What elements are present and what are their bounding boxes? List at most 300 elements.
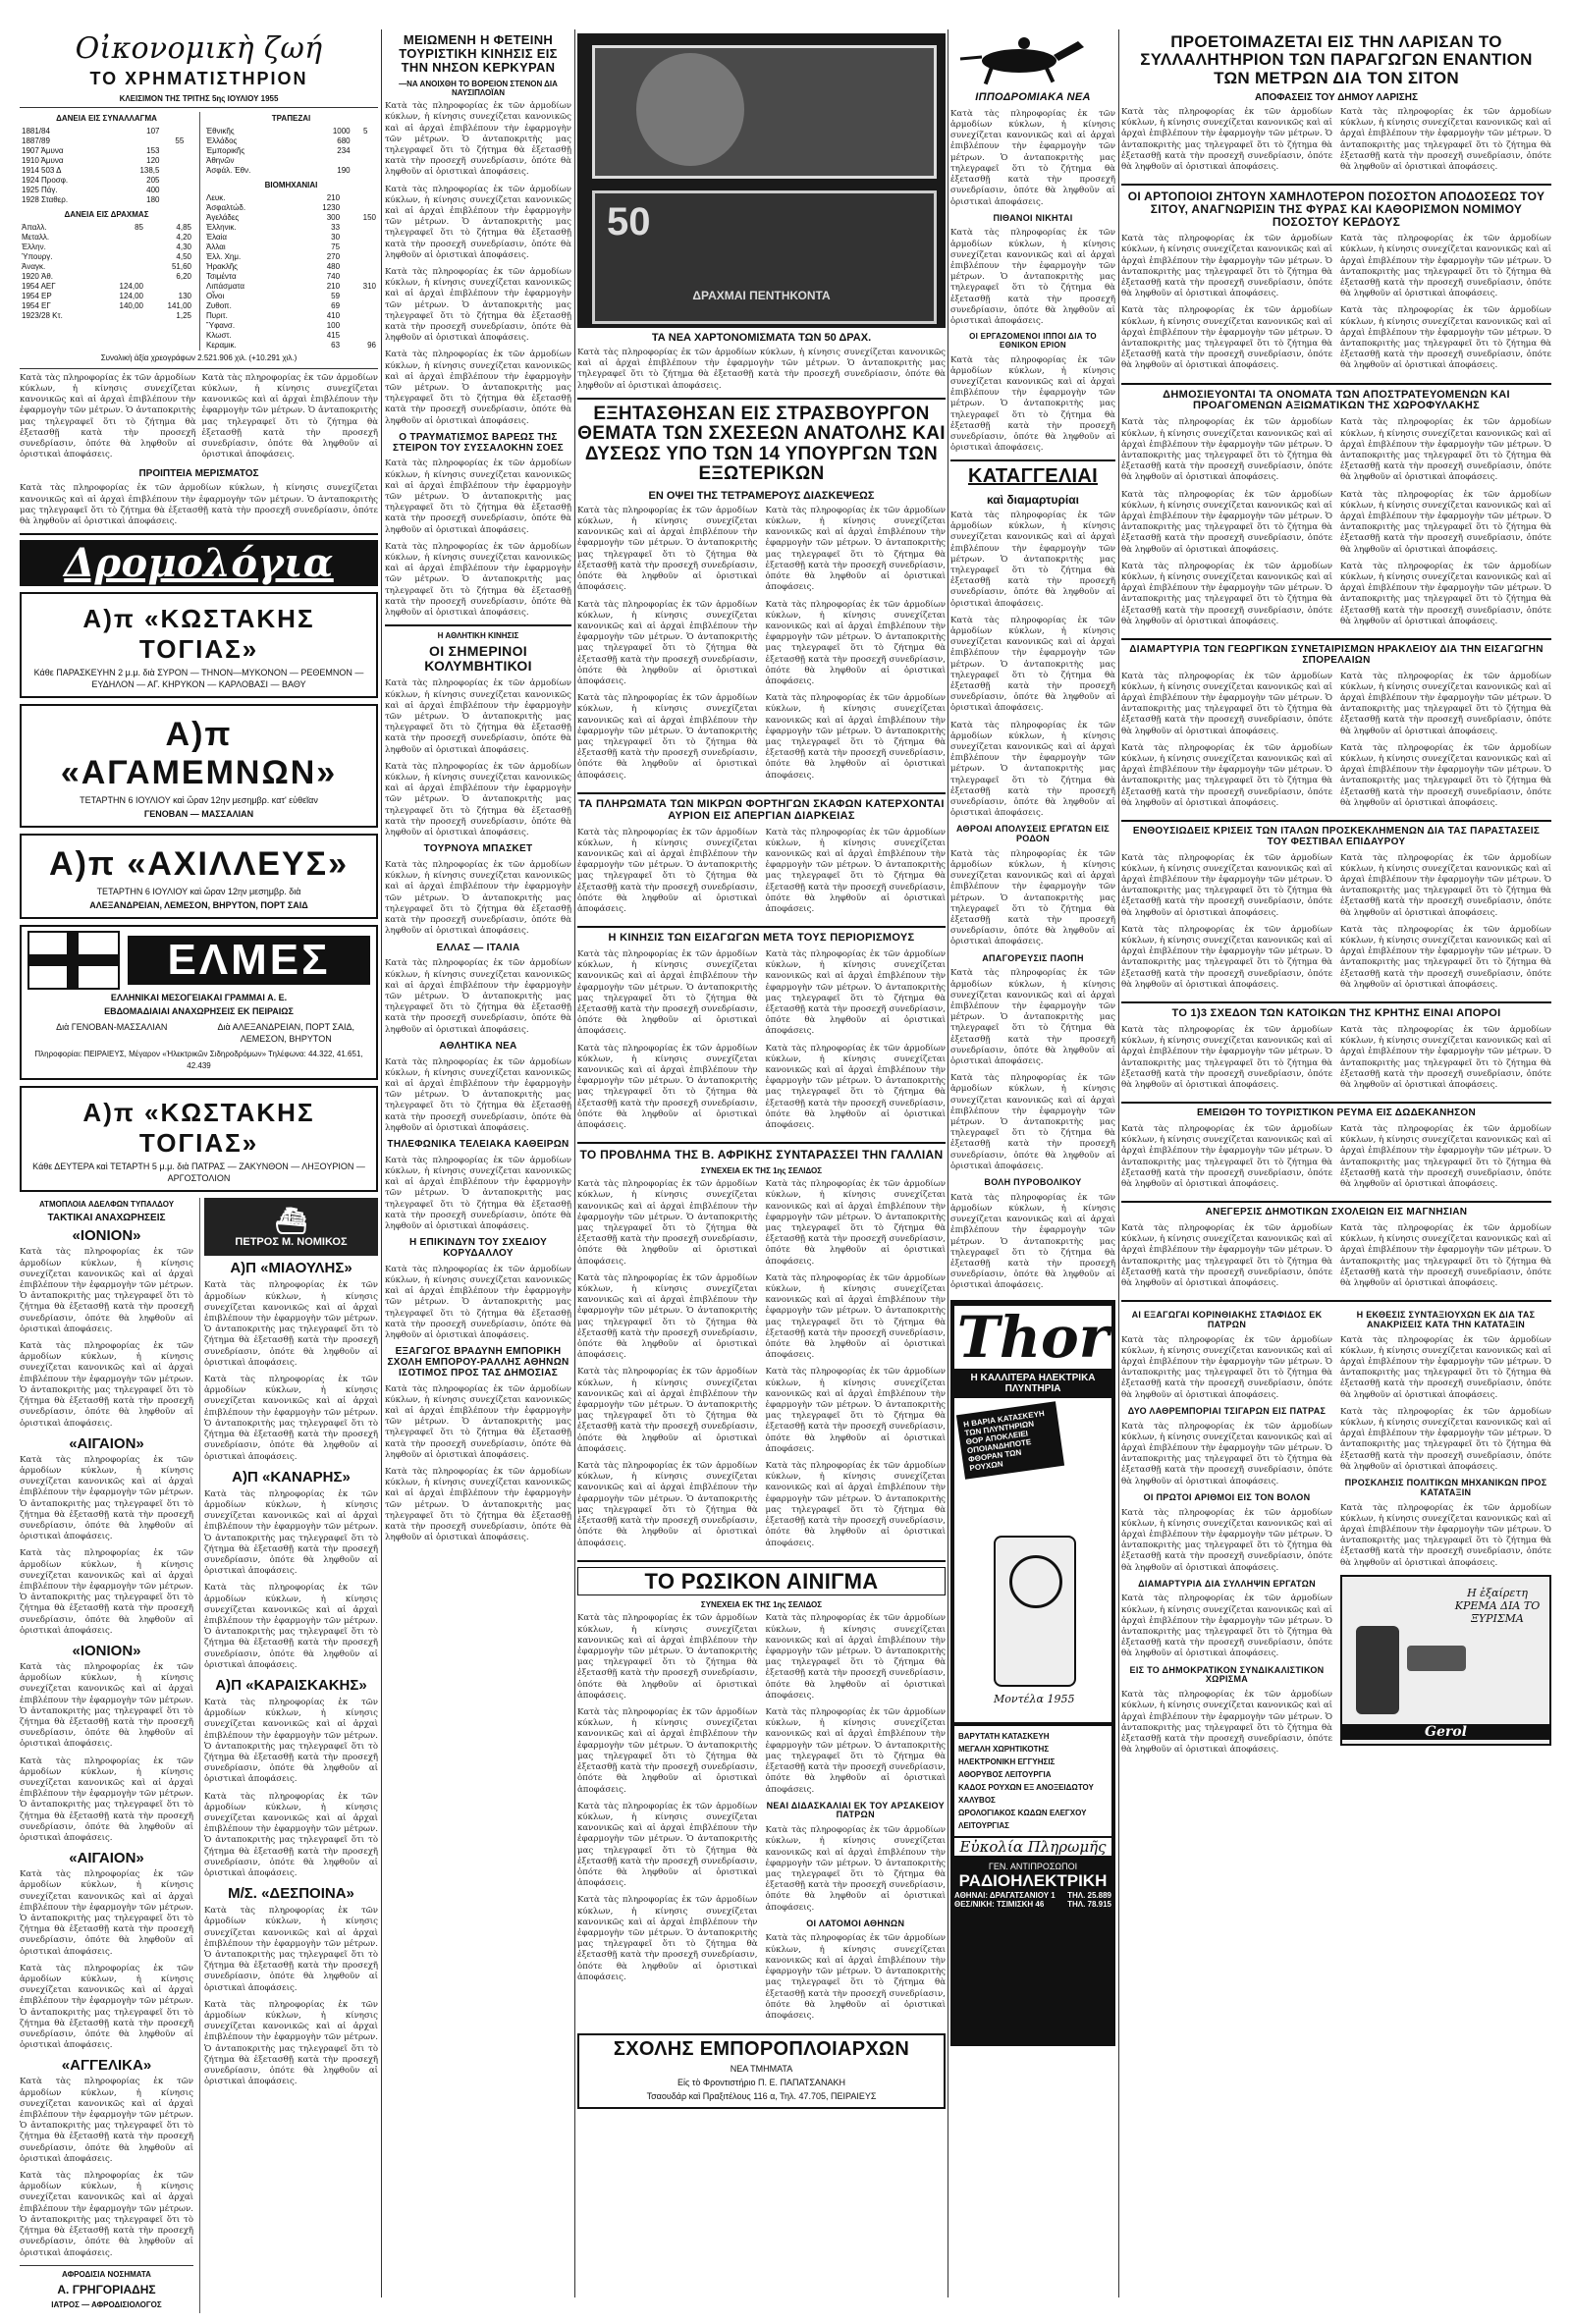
ship4-route: Κάθε ΔΕΥΤΕΡΑ καὶ ΤΕΤΑΡΤΗ 5 μ.μ. διὰ ΠΑΤΡΑΣ — ΖΑΚΥΝΘΟΝ — ΛΗΞΟΥΡΙΟΝ — ΑΡΓΟΣΤΟΛΙΟΝ — [32, 1162, 365, 1184]
drachma-table — [20, 223, 193, 321]
table-cell: 210 — [326, 192, 341, 202]
table-cell — [342, 292, 378, 301]
table-cell: Ἑλλάδος — [206, 135, 238, 145]
list-item: Α)Π «ΜΙΑΟΥΛΗΣ» — [230, 1260, 352, 1277]
article-text: Κατὰ τὰς πληροφορίας ἐκ τῶν ἁρμοδίων κύκλων, ἡ κίνησις συνεχίζεται κανονικῶς καὶ αἱ ἀρχαὶ ἐπιβλέπουν τὴν ἐφαρμογὴν τῶν μέτρων. Ὁ ἀνταποκριτὴς μας τηλεγραφεῖ ὅτι τὸ ζήτημα θὰ ἐξετασθῇ κατὰ τὴν προσεχῆ συνεδρίασιν, ὁπότε θὰ ληφθοῦν αἱ ὁριστικαὶ ἀποφάσεις. — [765, 693, 946, 781]
table-cell: Ἐλλ. Χημ. — [206, 251, 242, 261]
article-text: Κατὰ τὰς πληροφορίας ἐκ τῶν ἁρμοδίων κύκλων, ἡ κίνησις συνεχίζεται κανονικῶς καὶ αἱ ἀρχαὶ ἐπιβλέπουν τὴν ἐφαρμογὴν τῶν μέτρων. Ὁ ἀνταποκριτὴς μας τηλεγραφεῖ ὅτι τὸ ζήτημα θὰ ἐξετασθῇ κατὰ τὴν προσεχῆ συνεδρίασιν, ὁπότε θὰ ληφθοῦν αἱ ὁριστικαὶ ἀποφάσεις. — [385, 678, 571, 755]
article-text: Κατὰ τὰς πληροφορίας ἐκ τῶν ἁρμοδίων κύκλων, ἡ κίνησις συνεχίζεται κανονικῶς καὶ αἱ ἀρχαὶ ἐπιβλέπουν τὴν ἐφαρμογὴν τῶν μέτρων. Ὁ ἀνταποκριτὴς μας τηλεγραφεῖ ὅτι τὸ ζήτημα θὰ ἐξετασθῇ κατὰ τὴν προσεχῆ συνεδρίασιν, ὁπότε θὰ ληφθοῦν αἱ ὁριστικαὶ ἀποφάσεις. — [385, 101, 571, 178]
article-text: Κατὰ τὰς πληροφορίας ἐκ τῶν ἁρμοδίων κύκλων, ἡ κίνησις συνεχίζεται κανονικῶς καὶ αἱ ἀρχαὶ ἐπιβλέπουν τὴν ἐφαρμογὴν τῶν μέτρων. Ὁ ἀνταποκριτὴς μας τηλεγραφεῖ ὅτι τὸ ζήτημα θὰ ἐξετασθῇ κατὰ τὴν προσεχῆ συνεδρίασιν, ὁπότε θὰ ληφθοῦν αἱ ὁριστικαὶ ἀποφάσεις. — [385, 266, 571, 344]
table-cell: Ἀπαλλ. — [22, 222, 47, 232]
ban-headline: ΑΠΑΓΟΡΕΥΣΙΣ ΠΑΟΠΗ — [982, 952, 1084, 963]
festival-headline: ΕΝΘΟΥΣΙΩΔΕΙΣ ΚΡΙΣΕΙΣ ΤΩΝ ΙΤΑΛΩΝ ΠΡΟΣΚΕΚΛΗΜΕΝΩΝ ΔΙΑ ΤΑΣ ΠΑΡΑΣΤΑΣΕΙΣ ΤΟΥ ΦΕΣΤΙΒΑΛ ΕΠΙΔΑΥΡΟΥ — [1132, 826, 1541, 847]
article-text: Κατὰ τὰς πληροφορίας ἐκ τῶν ἁρμοδίων κύκλων, ἡ κίνησις συνεχίζεται κανονικῶς καὶ αἱ ἀρχαὶ ἐπιβλέπουν τὴν ἐφαρμογὴν τῶν μέτρων. Ὁ ἀνταποκριτὴς μας τηλεγραφεῖ ὅτι τὸ ζήτημα θὰ ἐξετασθῇ κατὰ τὴν προσεχῆ συνεδρίασιν, ὁπότε θὰ ληφθοῦν αἱ ὁριστικαὶ ἀποφάσεις. — [1340, 1222, 1551, 1288]
table-row — [20, 233, 193, 243]
russian-sub: ΣΥΝΕΧΕΙΑ ΕΚ ΤΗΣ 1ης ΣΕΛΙΔΟΣ — [700, 1600, 823, 1610]
artillery-headline: ΒΟΛΗ ΠΥΡΟΒΟΛΙΚΟΥ — [984, 1177, 1082, 1188]
table-cell — [342, 193, 378, 203]
article-text: Κατὰ τὰς πληροφορίας ἐκ τῶν ἁρμοδίων κύκλων, ἡ κίνησις συνεχίζεται κανονικῶς καὶ αἱ ἀρχαὶ ἐπιβλέπουν τὴν ἐφαρμογὴν τῶν μέτρων. Ὁ ἀνταποκριτὴς μας τηλεγραφεῖ ὅτι τὸ ζήτημα θὰ ἐξετασθῇ κατὰ τὴν προσεχῆ συνεδρίασιν, ὁπότε θὰ ληφθοῦν αἱ ὁριστικαὶ ἀποφάσεις. — [204, 1280, 378, 1368]
article-text: Κατὰ τὰς πληροφορίας ἐκ τῶν ἁρμοδίων κύκλων, ἡ κίνησις συνεχίζεται κανονικῶς καὶ αἱ ἀρχαὶ ἐπιβλέπουν τὴν ἐφαρμογὴν τῶν μέτρων. Ὁ ἀνταποκριτὴς μας τηλεγραφεῖ ὅτι τὸ ζήτημα θὰ ἐξετασθῇ κατὰ τὴν προσεχῆ συνεδρίασιν, ὁπότε θὰ ληφθοῦν αἱ ὁριστικαὶ ἀποφάσεις. — [1121, 417, 1332, 483]
gerol-ad — [1340, 1575, 1551, 1746]
industries-title: ΒΙΟΜΗΧΑΝΙΑΙ — [264, 180, 318, 189]
table-cell: 75 — [331, 242, 341, 251]
table-row — [204, 136, 378, 146]
elmes-sub: ΕΒΔΟΜΑΔΙΑΙΑΙ ΑΝΑΧΩΡΗΣΕΙΣ ΕΚ ΠΕΙΡΑΙΩΣ — [104, 1006, 294, 1017]
table-cell: 410 — [326, 310, 341, 320]
table-cell — [352, 146, 370, 156]
article-text: Κατὰ τὰς πληροφορίας ἐκ τῶν ἁρμοδίων κύκλων, ἡ κίνησις συνεχίζεται κανονικῶς καὶ αἱ ἀρχαὶ ἐπιβλέπουν τὴν ἐφαρμογὴν τῶν μέτρων. Ὁ ἀνταποκριτὴς μας τηλεγραφεῖ ὅτι τὸ ζήτημα θὰ ἐξετασθῇ κατὰ τὴν προσεχῆ συνεδρίασιν, ὁπότε θὰ ληφθοῦν αἱ ὁριστικαὶ ἀποφάσεις. — [577, 1179, 758, 1267]
school-ad — [577, 2033, 946, 2109]
article-text: Κατὰ τὰς πληροφορίας ἐκ τῶν ἁρμοδίων κύκλων, ἡ κίνησις συνεχίζεται κανονικῶς καὶ αἱ ἀρχαὶ ἐπιβλέπουν τὴν ἐφαρμογὴν τῶν μέτρων. Ὁ ἀνταποκριτὴς μας τηλεγραφεῖ ὅτι τὸ ζήτημα θὰ ἐξετασθῇ κατὰ τὴν προσεχῆ συνεδρίασιν, ὁπότε θὰ ληφθοῦν αἱ ὁριστικαὶ ἀποφάσεις. — [1121, 1222, 1332, 1288]
table-cell: Κεραμικ. — [206, 340, 237, 350]
article-text: Κατὰ τὰς πληροφορίας ἐκ τῶν ἁρμοδίων κύκλων, ἡ κίνησις συνεχίζεται κανονικῶς καὶ αἱ ἀρχαὶ ἐπιβλέπουν τὴν ἐφαρμογὴν τῶν μέτρων. Ὁ ἀνταποκριτὴς μας τηλεγραφεῖ ὅτι τὸ ζήτημα θὰ ἐξετασθῇ κατὰ τὴν προσεχῆ συνεδρίασιν, ὁπότε θὰ ληφθοῦν αἱ ὁριστικαὶ ἀποφάσεις. — [20, 1247, 193, 1334]
article-text: Κατὰ τὰς πληροφορίας ἐκ τῶν ἁρμοδίων κύκλων, ἡ κίνησις συνεχίζεται κανονικῶς καὶ αἱ ἀρχαὶ ἐπιβλέπουν τὴν ἐφαρμογὴν τῶν μέτρων. Ὁ ἀνταποκριτὴς μας τηλεγραφεῖ ὅτι τὸ ζήτημα θὰ ἐξετασθῇ κατὰ τὴν προσεχῆ συνεδρίασιν, ὁπότε θὰ ληφθοῦν αἱ ὁριστικαὶ ἀποφάσεις. — [1121, 742, 1332, 808]
article-text: Κατὰ τὰς πληροφορίας ἐκ τῶν ἁρμοδίων κύκλων, ἡ κίνησις συνεχίζεται κανονικῶς καὶ αἱ ἀρχαὶ ἐπιβλέπουν τὴν ἐφαρμογὴν τῶν μέτρων. Ὁ ἀνταποκριτὴς μας τηλεγραφεῖ ὅτι τὸ ζήτημα θὰ ἐξετασθῇ κατὰ τὴν προσεχῆ συνεδρίασιν, ὁπότε θὰ ληφθοῦν αἱ ὁριστικαὶ ἀποφάσεις. — [950, 228, 1115, 327]
table-cell: 150 — [362, 212, 376, 222]
table-row — [20, 166, 193, 176]
article-text: Κατὰ τὰς πληροφορίας ἐκ τῶν ἁρμοδίων κύκλων, ἡ κίνησις συνεχίζεται κανονικῶς καὶ αἱ ἀρχαὶ ἐπιβλέπουν τὴν ἐφαρμογὴν τῶν μέτρων. Ὁ ἀνταποκριτὴς μας τηλεγραφεῖ ὅτι τὸ ζήτημα θὰ ἐξετασθῇ κατὰ τὴν προσεχῆ συνεδρίασιν, ὁπότε θὰ ληφθοῦν αἱ ὁριστικαὶ ἀποφάσεις. — [950, 108, 1115, 207]
elmes-ad — [20, 925, 378, 1080]
table-cell: 1000 — [332, 126, 351, 135]
table-row — [204, 282, 378, 292]
quarry-headline: ΟΙ ΛΑΤΟΜΟΙ ΑΘΗΝΩΝ — [806, 1918, 905, 1928]
table-cell: 310 — [362, 281, 376, 291]
table-row — [204, 213, 378, 223]
table-cell — [97, 272, 145, 282]
table-cell: Λιπάσματα — [206, 281, 244, 291]
ship3-name: Α)π «ΑΧΙΛΛΕΥΣ» — [49, 845, 349, 884]
schedules-title: Δρομολόγια — [20, 540, 378, 586]
table-row — [204, 203, 378, 213]
article-text: Κατὰ τὰς πληροφορίας ἐκ τῶν ἁρμοδίων κύκλων, ἡ κίνησις συνεχίζεται κανονικῶς καὶ αἱ ἀρχαὶ ἐπιβλέπουν τὴν ἐφαρμογὴν τῶν μέτρων. Ὁ ἀνταποκριτὴς μας τηλεγραφεῖ ὅτι τὸ ζήτημα θὰ ἐξετασθῇ κατὰ τὴν προσεχῆ συνεδρίασιν, ὁπότε θὰ ληφθοῦν αἱ ὁριστικαὶ ἀποφάσεις. — [1121, 1421, 1332, 1486]
doctor-title: ΑΦΡΟΔΙΣΙΑ ΝΟΣΗΜΑΤΑ — [62, 2269, 151, 2279]
article-text: Κατὰ τὰς πληροφορίας ἐκ τῶν ἁρμοδίων κύκλων, ἡ κίνησις συνεχίζεται κανονικῶς καὶ αἱ ἀρχαὶ ἐπιβλέπουν τὴν ἐφαρμογὴν τῶν μέτρων. Ὁ ἀνταποκριτὴς μας τηλεγραφεῖ ὅτι τὸ ζήτημα θὰ ἐξετασθῇ κατὰ τὴν προσεχῆ συνεδρίασιν, ὁπότε θὰ ληφθοῦν αἱ ὁριστικαὶ ἀποφάσεις. — [950, 720, 1115, 819]
table-row — [204, 262, 378, 272]
article-text: Κατὰ τὰς πληροφορίας ἐκ τῶν ἁρμοδίων κύκλων, ἡ κίνησις συνεχίζεται κανονικῶς καὶ αἱ ἀρχαὶ ἐπιβλέπουν τὴν ἐφαρμογὴν τῶν μέτρων. Ὁ ἀνταποκριτὴς μας τηλεγραφεῖ ὅτι τὸ ζήτημα θὰ ἐξετασθῇ κατὰ τὴν προσεχῆ συνεδρίασιν, ὁπότε θὰ ληφθοῦν αἱ ὁριστικαὶ ἀποφάσεις. — [20, 1341, 193, 1429]
ship2-name: Α)π «ΑΓΑΜΕΜΝΩΝ» — [60, 716, 338, 792]
article-text: Κατὰ τὰς πληροφορίας ἐκ τῶν ἁρμοδίων κύκλων, ἡ κίνησις συνεχίζεται κανονικῶς καὶ αἱ ἀρχαὶ ἐπιβλέπουν τὴν ἐφαρμογὴν τῶν μέτρων. Ὁ ἀνταποκριτὴς μας τηλεγραφεῖ ὅτι τὸ ζήτημα θὰ ἐξετασθῇ κατὰ τὴν προσεχῆ συνεδρίασιν, ὁπότε θὰ ληφθοῦν αἱ ὁριστικαὶ ἀποφάσεις. — [385, 1383, 571, 1460]
table-cell: 59 — [331, 291, 341, 300]
table-cell: 33 — [331, 222, 341, 232]
article-text: Κατὰ τὰς πληροφορίας ἐκ τῶν ἁρμοδίων κύκλων, ἡ κίνησις συνεχίζεται κανονικῶς καὶ αἱ ἀρχαὶ ἐπιβλέπουν τὴν ἐφαρμογὴν τῶν μέτρων. Ὁ ἀνταποκριτὴς μας τηλεγραφεῖ ὅτι τὸ ζήτημα θὰ ἐξετασθῇ κατὰ τὴν προσεχῆ συνεδρίασιν, ὁπότε θὰ ληφθοῦν αἱ ὁριστικαὶ ἀποφάσεις. — [765, 599, 946, 686]
africa-headline: ΤΟ ΠΡΟΒΛΗΜΑ ΤΗΣ Β. ΑΦΡΙΚΗΣ ΣΥΝΤΑΡΑΣΣΕΙ ΤΗΝ ΓΑΛΛΙΑΝ — [579, 1148, 944, 1162]
thor-addr2: ΘΕΣ/ΝΙΚΗ: ΤΣΙΜΙΣΚΗ 46 — [954, 1899, 1045, 1909]
lines-list — [20, 1227, 193, 2258]
table-cell — [370, 166, 379, 176]
summary-line: Συνολικὴ ἀξία χρεογράφων 2.521.906 χιλ. (+10.291 χιλ.) — [100, 352, 298, 362]
list-item: ΒΑΡΥΤΑΤΗ ΚΑΤΑΣΚΕΥΗ — [958, 1731, 1050, 1741]
horses-headline: ΟΙ ΕΡΓΑΖΟΜΕΝΟΙ ΙΠΠΟΙ ΔΙΑ ΤΟ ΕΘΝΙΚΟΝ ΕΡΙΟΝ — [969, 332, 1097, 350]
table-cell: 51,60 — [171, 261, 191, 271]
article-text: Κατὰ τὰς πληροφορίας ἐκ τῶν ἁρμοδίων κύκλων, ἡ κίνησις συνεχίζεται κανονικῶς καὶ αἱ ἀρχαὶ ἐπιβλέπουν τὴν ἐφαρμογὴν τῶν μέτρων. Ὁ ἀνταποκριτὴς μας τηλεγραφεῖ ὅτι τὸ ζήτημα θὰ ἐξετασθῇ κατὰ τὴν προσεχῆ συνεδρίασιν, ὁπότε θὰ ληφθοῦν αἱ ὁριστικαὶ ἀποφάσεις. — [577, 599, 758, 686]
exchange-sub: ΚΛΕΙΣΙΜΟΝ ΤΗΣ ΤΡΙΤΗΣ 5ης ΙΟΥΛΙΟΥ 1955 — [119, 93, 279, 103]
thor-addr1: ΑΘΗΝΑΙ: ΔΡΑΓΑΤΣΑΝΙΟΥ 1 — [954, 1890, 1056, 1900]
gerol-ad-text: Η ἐξαίρετη ΚΡΕΜΑ ΔΙΑ ΤΟ ΞΥΡΙΣΜΑ — [1454, 1586, 1541, 1625]
table-cell — [342, 272, 378, 282]
table-row — [20, 311, 193, 321]
article-text: Κατὰ τὰς πληροφορίας ἐκ τῶν ἁρμοδίων κύκλων, ἡ κίνησις συνεχίζεται κανονικῶς καὶ αἱ ἀρχαὶ ἐπιβλέπουν τὴν ἐφαρμογὴν τῶν μέτρων. Ὁ ἀνταποκριτὴς μας τηλεγραφεῖ ὅτι τὸ ζήτημα θὰ ἐξετασθῇ κατὰ τὴν προσεχῆ συνεδρίασιν, ὁπότε θὰ ληφθοῦν αἱ ὁριστικαὶ ἀποφάσεις. — [204, 1375, 378, 1462]
article-text: Κατὰ τὰς πληροφορίας ἐκ τῶν ἁρμοδίων κύκλων, ἡ κίνησις συνεχίζεται κανονικῶς καὶ αἱ ἀρχαὶ ἐπιβλέπουν τὴν ἐφαρμογὴν τῶν μέτρων. Ὁ ἀνταποκριτὴς μας τηλεγραφεῖ ὅτι τὸ ζήτημα θὰ ἐξετασθῇ κατὰ τὴν προσεχῆ συνεδρίασιν, ὁπότε θὰ ληφθοῦν αἱ ὁριστικαὶ ἀποφάσεις. — [950, 1073, 1115, 1171]
ship-ad-1 — [20, 592, 378, 698]
table-row — [20, 195, 193, 205]
table-cell: 69 — [331, 300, 341, 310]
table-cell: 1910 Άμυνα — [22, 155, 64, 165]
drachma-loans-title: ΔΑΝΕΙΑ ΕΙΣ ΔΡΑΧΜΑΣ — [64, 209, 149, 219]
article-text: Κατὰ τὰς πληροφορίας ἐκ τῶν ἁρμοδίων κύκλων, ἡ κίνησις συνεχίζεται κανονικῶς καὶ αἱ ἀρχαὶ ἐπιβλέπουν τὴν ἐφαρμογὴν τῶν μέτρων. Ὁ ἀνταποκριτὴς μας τηλεγραφεῖ ὅτι τὸ ζήτημα θὰ ἐξετασθῇ κατὰ τὴν προσεχῆ συνεδρίασιν, ὁπότε θὰ ληφθοῦν αἱ ὁριστικαὶ ἀποφάσεις. — [577, 1801, 758, 1889]
table-cell — [186, 146, 193, 156]
school-ad-addr: Τσαουδάρ καὶ Πραξιτέλους 116 α, Τηλ. 47.705, ΠΕΙΡΑΙΕΥΣ — [646, 2090, 877, 2101]
table-cell — [116, 136, 161, 146]
article-text: Κατὰ τὰς πληροφορίας ἐκ τῶν ἁρμοδίων κύκλων, ἡ κίνησις συνεχίζεται κανονικῶς καὶ αἱ ἀρχαὶ ἐπιβλέπουν τὴν ἐφαρμογὴν τῶν μέτρων. Ὁ ἀνταποκριτὴς μας τηλεγραφεῖ ὅτι τὸ ζήτημα θὰ ἐξετασθῇ κατὰ τὴν προσεχῆ συνεδρίασιν, ὁπότε θὰ ληφθοῦν αἱ ὁριστικαὶ ἀποφάσεις. — [1121, 305, 1332, 371]
thor-logo: Thor — [954, 1306, 1111, 1369]
table-cell — [186, 186, 193, 195]
list-item: «ΙΟΝΙΟΝ» — [72, 1642, 141, 1659]
smuggling-headline: ΔΥΟ ΛΑΘΡΕΜΠΟΡΙΑΙ ΤΣΙΓΑΡΩΝ ΕΙΣ ΠΑΤΡΑΣ — [1127, 1405, 1327, 1416]
article-text: Κατὰ τὰς πληροφορίας ἐκ τῶν ἁρμοδίων κύκλων, ἡ κίνησις συνεχίζεται κανονικῶς καὶ αἱ ἀρχαὶ ἐπιβλέπουν τὴν ἐφαρμογὴν τῶν μέτρων. Ὁ ἀνταποκριτὴς μας τηλεγραφεῖ ὅτι τὸ ζήτημα θὰ ἐξετασθῇ κατὰ τὴν προσεχῆ συνεδρίασιν, ὁπότε θὰ ληφθοῦν αἱ ὁριστικαὶ ἀποφάσεις. — [20, 1454, 193, 1542]
article-text: Κατὰ τὰς πληροφορίας ἐκ τῶν ἁρμοδίων κύκλων, ἡ κίνησις συνεχίζεται κανονικῶς καὶ αἱ ἀρχαὶ ἐπιβλέπουν τὴν ἐφαρμογὴν τῶν μέτρων. Ὁ ἀνταποκριτὴς μας τηλεγραφεῖ ὅτι τὸ ζήτημα θὰ ἐξετασθῇ κατὰ τὴν προσεχῆ συνεδρίασιν, ὁπότε θὰ ληφθοῦν αἱ ὁριστικαὶ ἀποφάσεις. — [765, 1367, 946, 1454]
market-text: Κατὰ τὰς πληροφορίας ἐκ τῶν ἁρμοδίων κύκλων, ἡ κίνησις συνεχίζεται κανονικῶς καὶ αἱ ἀρχαὶ ἐπιβλέπουν τὴν ἐφαρμογὴν τῶν μέτρων. Ὁ ἀνταποκριτὴς μας τηλεγραφεῖ ὅτι τὸ ζήτημα θὰ ἐξετασθῇ κατὰ τὴν προσεχῆ συνεδρίασιν, ὁπότε θὰ ληφθοῦν αἱ ὁριστικαὶ ἀποφάσεις. — [20, 372, 196, 460]
engineers-headline: ΠΡΟΣΚΛΗΣΙΣ ΠΟΛΙΤΙΚΩΝ ΜΗΧΑΝΙΚΩΝ ΠΡΟΣ ΚΑΤΑΤΑΞΙΝ — [1344, 1478, 1547, 1497]
article-text: Κατὰ τὰς πληροφορίας ἐκ τῶν ἁρμοδίων κύκλων, ἡ κίνησις συνεχίζεται κανονικῶς καὶ αἱ ἀρχαὶ ἐπιβλέπουν τὴν ἐφαρμογὴν τῶν μέτρων. Ὁ ἀνταποκριτὴς μας τηλεγραφεῖ ὅτι τὸ ζήτημα θὰ ἐξετασθῇ κατὰ τὴν προσεχῆ συνεδρίασιν, ὁπότε θὰ ληφθοῦν αἱ ὁριστικαὶ ἀποφάσεις. — [204, 1697, 378, 1785]
table-cell — [161, 176, 186, 186]
thor-ad — [950, 1300, 1115, 2046]
article-text: Κατὰ τὰς πληροφορίας ἐκ τῶν ἁρμοδίων κύκλων, ἡ κίνησις συνεχίζεται κανονικῶς καὶ αἱ ἀρχαὶ ἐπιβλέπουν τὴν ἐφαρμογὴν τῶν μέτρων. Ὁ ἀνταποκριτὴς μας τηλεγραφεῖ ὅτι τὸ ζήτημα θὰ ἐξετασθῇ κατὰ τὴν προσεχῆ συνεδρίασιν, ὁπότε θὰ ληφθοῦν αἱ ὁριστικαὶ ἀποφάσεις. — [1121, 561, 1332, 626]
basket-headline: ΤΟΥΡΝΟΥΑ ΜΠΑΣΚΕΤ — [423, 843, 533, 855]
article-text: Κατὰ τὰς πληροφορίας ἐκ τῶν ἁρμοδίων κύκλων, ἡ κίνησις συνεχίζεται κανονικῶς καὶ αἱ ἀρχαὶ ἐπιβλέπουν τὴν ἐφαρμογὴν τῶν μέτρων. Ὁ ἀνταποκριτὴς μας τηλεγραφεῖ ὅτι τὸ ζήτημα θὰ ἐξετασθῇ κατὰ τὴν προσεχῆ συνεδρίασιν, ὁπότε θὰ ληφθοῦν αἱ ὁριστικαὶ ἀποφάσεις. — [765, 1825, 946, 1913]
article-text: Κατὰ τὰς πληροφορίας ἐκ τῶν ἁρμοδίων κύκλων, ἡ κίνησις συνεχίζεται κανονικῶς καὶ αἱ ἀρχαὶ ἐπιβλέπουν τὴν ἐφαρμογὴν τῶν μέτρων. Ὁ ἀνταποκριτὴς μας τηλεγραφεῖ ὅτι τὸ ζήτημα θὰ ἐξετασθῇ κατὰ τὴν προσεχῆ συνεδρίασιν, ὁπότε θὰ ληφθοῦν αἱ ὁριστικαὶ ἀποφάσεις. — [577, 1367, 758, 1454]
table-cell: 140,00 — [119, 300, 143, 310]
article-text: Κατὰ τὰς πληροφορίας ἐκ τῶν ἁρμοδίων κύκλων, ἡ κίνησις συνεχίζεται κανονικῶς καὶ αἱ ἀρχαὶ ἐπιβλέπουν τὴν ἐφαρμογὴν τῶν μέτρων. Ὁ ἀνταποκριτὴς μας τηλεγραφεῖ ὅτι τὸ ζήτημα θὰ ἐξετασθῇ κατὰ τὴν προσεχῆ συνεδρίασιν, ὁπότε θὰ ληφθοῦν αἱ ὁριστικαὶ ἀποφάσεις. — [1340, 852, 1551, 918]
table-cell: 100 — [326, 320, 341, 330]
table-cell: Ὑπουργ. — [22, 251, 53, 261]
list-item: ΗΛΕΚΤΡΟΝΙΚΗ ΕΓΓΥΗΣΙΣ — [958, 1757, 1056, 1766]
teachers-headline: ΝΕΑΙ ΔΙΔΑΣΚΑΛΙΑΙ ΕΚ ΤΟΥ ΑΡΣΑΚΕΙΟΥ ΠΑΤΡΩΝ — [766, 1800, 945, 1820]
table-row — [20, 272, 193, 282]
article-text: Κατὰ τὰς πληροφορίας ἐκ τῶν ἁρμοδίων κύκλων, ἡ κίνησις συνεχίζεται κανονικῶς καὶ αἱ ἀρχαὶ ἐπιβλέπουν τὴν ἐφαρμογὴν τῶν μέτρων. Ὁ ἀνταποκριτὴς μας τηλεγραφεῖ ὅτι τὸ ζήτημα θὰ ἐξετασθῇ κατὰ τὴν προσεχῆ συνεδρίασιν, ὁπότε θὰ ληφθοῦν αἱ ὁριστικαὶ ἀποφάσεις. — [950, 354, 1115, 454]
table-row — [204, 311, 378, 321]
column-kerkyra — [385, 29, 571, 2317]
table-row — [204, 156, 378, 166]
school-ad-text: Εἰς τὸ Φροντιστήριο Π. Ε. ΠΑΠΑΤΣΑΝΑΚΗ — [677, 2077, 845, 2087]
table-cell: 1881/84 — [22, 126, 50, 135]
list-item: ΜΕΓΑΛΗ ΧΩΡΗΤΙΚΟΤΗΣ — [958, 1744, 1050, 1754]
nomikos-list — [204, 1260, 378, 2087]
table-cell: Οἶνοι — [206, 291, 225, 300]
article-text: Κατὰ τὰς πληροφορίας ἐκ τῶν ἁρμοδίων κύκλων, ἡ κίνησις συνεχίζεται κανονικῶς καὶ αἱ ἀρχαὶ ἐπιβλέπουν τὴν ἐφαρμογὴν τῶν μέτρων. Ὁ ἀνταποκριτὴς μας τηλεγραφεῖ ὅτι τὸ ζήτημα θὰ ἐξετασθῇ κατὰ τὴν προσεχῆ συνεδρίασιν, ὁπότε θὰ ληφθοῦν αἱ ὁριστικαὶ ἀποφάσεις. — [385, 1056, 571, 1133]
table-cell: 1924 Προσφ. — [22, 175, 69, 185]
list-item: ΚΑΔΟΣ ΡΟΥΧΩΝ ΕΞ ΑΝΟΞΕΙΔΩΤΟΥ ΧΑΛΥΒΟΣ — [958, 1782, 1094, 1805]
table-cell: 63 — [331, 340, 341, 350]
dividend-title: ΠΡΟΙΠΤΕΙΑ ΜΕΡΙΣΜΑΤΟΣ — [138, 468, 259, 480]
article-text: Κατὰ τὰς πληροφορίας ἐκ τῶν ἁρμοδίων κύκλων, ἡ κίνησις συνεχίζεται κανονικῶς καὶ αἱ ἀρχαὶ ἐπιβλέπουν τὴν ἐφαρμογὴν τῶν μέτρων. Ὁ ἀνταποκριτὴς μας τηλεγραφεῖ ὅτι τὸ ζήτημα θὰ ἐξετασθῇ κατὰ τὴν προσεχῆ συνεδρίασιν, ὁπότε θὰ ληφθοῦν αἱ ὁριστικαὶ ἀποφάσεις. — [1340, 924, 1551, 990]
table-cell — [342, 301, 378, 311]
loans-title: ΔΑΝΕΙΑ ΕΙΣ ΣΥΝΑΛΛΑΓΜΑ — [56, 113, 157, 123]
thor-sign: Εὐκολία Πληρωμῆς — [954, 1838, 1111, 1856]
table-row — [204, 301, 378, 311]
article-text: Κατὰ τὰς πληροφορίας ἐκ τῶν ἁρμοδίων κύκλων, ἡ κίνησις συνεχίζεται κανονικῶς καὶ αἱ ἀρχαὶ ἐπιβλέπουν τὴν ἐφαρμογὴν τῶν μέτρων. Ὁ ἀνταποκριτὴς μας τηλεγραφεῖ ὅτι τὸ ζήτημα θὰ ἐξετασθῇ κατὰ τὴν προσεχῆ συνεδρίασιν, ὁπότε θὰ ληφθοῦν αἱ ὁριστικαὶ ἀποφάσεις. — [1121, 1507, 1332, 1573]
elmes-info: Πληροφορίαι: ΠΕΙΡΑΙΕΥΣ, Μέγαρον «Ἠλεκτρικῶν Σιδηροδρόμων» Τηλέφωνα: 44.322, 41.651, 42.439 — [34, 1050, 363, 1071]
article-text: Κατὰ τὰς πληροφορίας ἐκ τῶν ἁρμοδίων κύκλων, ἡ κίνησις συνεχίζεται κανονικῶς καὶ αἱ ἀρχαὶ ἐπιβλέπουν τὴν ἐφαρμογὴν τῶν μέτρων. Ὁ ἀνταποκριτὴς μας τηλεγραφεῖ ὅτι τὸ ζήτημα θὰ ἐξετασθῇ κατὰ τὴν προσεχῆ συνεδρίασιν, ὁπότε θὰ ληφθοῦν αἱ ὁριστικαὶ ἀποφάσεις. — [1121, 1024, 1332, 1090]
schools-headline: ΑΝΕΓΕΡΣΙΣ ΔΗΜΟΤΙΚΩΝ ΣΧΟΛΕΙΩΝ ΕΙΣ ΜΑΓΝΗΣΙΑΝ — [1205, 1207, 1468, 1218]
table-cell: 1928 Σταθερ. — [22, 194, 69, 204]
list-item: ΩΡΟΛΟΓΙΑΚΟΣ ΚΩΔΩΝ ΕΛΕΓΧΟΥ ΛΕΙΤΟΥΡΓΙΑΣ — [958, 1808, 1087, 1830]
table-cell: Λευκ. — [206, 192, 226, 202]
table-row — [204, 223, 378, 233]
table-cell: 270 — [326, 251, 341, 261]
ship-icon: ⛴ — [274, 1206, 307, 1236]
article-text: Κατὰ τὰς πληροφορίας ἐκ τῶν ἁρμοδίων κύκλων, ἡ κίνησις συνεχίζεται κανονικῶς καὶ αἱ ἀρχαὶ ἐπιβλέπουν τὴν ἐφαρμογὴν τῶν μέτρων. Ὁ ἀνταποκριτὴς μας τηλεγραφεῖ ὅτι τὸ ζήτημα θὰ ἐξετασθῇ κατὰ τὴν προσεχῆ συνεδρίασιν, ὁπότε θὰ ληφθοῦν αἱ ὁριστικαὶ ἀποφάσεις. — [1121, 489, 1332, 555]
elmes-right-route: Διὰ ΑΛΕΞΑΝΔΡΕΙΑΝ, ΠΟΡΤ ΣΑΙΔ, ΛΕΜΕΣΟΝ, ΒΗΡΥΤΟΝ — [217, 1022, 355, 1045]
races-headline: ΙΠΠΟΔΡΟΜΙΑΚΑ ΝΕΑ — [975, 91, 1091, 103]
article-text: Κατὰ τὰς πληροφορίας ἐκ τῶν ἁρμοδίων κύκλων, ἡ κίνησις συνεχίζεται κανονικῶς καὶ αἱ ἀρχαὶ ἐπιβλέπουν τὴν ἐφαρμογὴν τῶν μέτρων. Ὁ ἀνταποκριτὴς μας τηλεγραφεῖ ὅτι τὸ ζήτημα θὰ ἐξετασθῇ κατὰ τὴν προσεχῆ συνεδρίασιν, ὁπότε θὰ ληφθοῦν αἱ ὁριστικαὶ ἀποφάσεις. — [1340, 561, 1551, 626]
table-cell: 1914 503 Δ — [22, 165, 62, 175]
flag-icon — [27, 931, 120, 990]
elmes-name: ΕΛΛΗΝΙΚΑΙ ΜΕΣΟΓΕΙΑΚΑΙ ΓΡΑΜΜΑΙ Α. Ε. — [110, 993, 288, 1003]
article-text: Κατὰ τὰς πληροφορίας ἐκ τῶν ἁρμοδίων κύκλων, ἡ κίνησις συνεχίζεται κανονικῶς καὶ αἱ ἀρχαὶ ἐπιβλέπουν τὴν ἐφαρμογὴν τῶν μέτρων. Ὁ ἀνταποκριτὴς μας τηλεγραφεῖ ὅτι τὸ ζήτημα θὰ ἐξετασθῇ κατὰ τὴν προσεχῆ συνεδρίασιν, ὁπότε θὰ ληφθοῦν αἱ ὁριστικαὶ ἀποφάσεις. — [765, 1613, 946, 1701]
thor-agent: ΓΕΝ. ΑΝΤΙΠΡΟΣΩΠΟΙ — [988, 1861, 1078, 1871]
article-text: Κατὰ τὰς πληροφορίας ἐκ τῶν ἁρμοδίων κύκλων, ἡ κίνησις συνεχίζεται κανονικῶς καὶ αἱ ἀρχαὶ ἐπιβλέπουν τὴν ἐφαρμογὴν τῶν μέτρων. Ὁ ἀνταποκριτὴς μας τηλεγραφεῖ ὅτι τὸ ζήτημα θὰ ἐξετασθῇ κατὰ τὴν προσεχῆ συνεδρίασιν, ὁπότε θὰ ληφθοῦν αἱ ὁριστικαὶ ἀποφάσεις. — [385, 860, 571, 937]
heraklion-headline: ΔΙΑΜΑΡΤΥΡΙΑ ΤΩΝ ΓΕΩΡΓΙΚΩΝ ΣΥΝΕΤΑΙΡΙΣΜΩΝ ΗΡΑΚΛΕΙΟΥ ΔΙΑ ΤΗΝ ΕΙΣΑΓΩΓΗΝ ΣΠΟΡΕΛΑΙΩΝ — [1129, 644, 1544, 666]
article-text: Κατὰ τὰς πληροφορίας ἐκ τῶν ἁρμοδίων κύκλων, ἡ κίνησις συνεχίζεται κανονικῶς καὶ αἱ ἀρχαὶ ἐπιβλέπουν τὴν ἐφαρμογὴν τῶν μέτρων. Ὁ ἀνταποκριτὴς μας τηλεγραφεῖ ὅτι τὸ ζήτημα θὰ ἐξετασθῇ κατὰ τὴν προσεχῆ συνεδρίασιν, ὁπότε θὰ ληφθοῦν αἱ ὁριστικαὶ ἀποφάσεις. — [1121, 1123, 1332, 1189]
thor-model: Μοντέλα 1955 — [994, 1692, 1075, 1705]
table-cell — [161, 166, 186, 176]
table-cell: Ἐμπορικῆς — [206, 145, 245, 155]
table-cell: Ἀσφαλτώδ. — [206, 202, 246, 212]
injury-headline: Ο ΤΡΑΥΜΑΤΙΣΜΟΣ ΒΑΡΕΩΣ ΤΗΣ ΣΤΕΙΡΟΝ ΤΟΥ ΣΥΣΣΑΛΟΚΗΝ ΣΟΕΣ — [393, 431, 564, 454]
column-world — [577, 29, 946, 2317]
sports-news-headline: ΑΘΛΗΤΙΚΑ ΝΕΑ — [439, 1040, 517, 1052]
table-cell: 4,85 — [176, 222, 191, 232]
article-text: Κατὰ τὰς πληροφορίας ἐκ τῶν ἁρμοδίων κύκλων, ἡ κίνησις συνεχίζεται κανονικῶς καὶ αἱ ἀρχαὶ ἐπιβλέπουν τὴν ἐφαρμογὴν τῶν μέτρων. Ὁ ἀνταποκριτὴς μας τηλεγραφεῖ ὅτι τὸ ζήτημα θὰ ἐξετασθῇ κατὰ τὴν προσεχῆ συνεδρίασιν, ὁπότε θὰ ληφθοῦν αἱ ὁριστικαὶ ἀποφάσεις. — [765, 1179, 946, 1267]
table-cell — [342, 321, 378, 331]
column-provinces — [1121, 29, 1551, 2317]
table-cell: 138,5 — [139, 165, 160, 175]
table-cell — [342, 233, 378, 243]
article-text: Κατὰ τὰς πληροφορίας ἐκ τῶν ἁρμοδίων κύκλων, ἡ κίνησις συνεχίζεται κανονικῶς καὶ αἱ ἀρχαὶ ἐπιβλέπουν τὴν ἐφαρμογὴν τῶν μέτρων. Ὁ ἀνταποκριτὴς μας τηλεγραφεῖ ὅτι τὸ ζήτημα θὰ ἐξετασθῇ κατὰ τὴν προσεχῆ συνεδρίασιν, ὁπότε θὰ ληφθοῦν αἱ ὁριστικαὶ ἀποφάσεις. — [765, 505, 946, 593]
article-text: Κατὰ τὰς πληροφορίας ἐκ τῶν ἁρμοδίων κύκλων, ἡ κίνησις συνεχίζεται κανονικῶς καὶ αἱ ἀρχαὶ ἐπιβλέπουν τὴν ἐφαρμογὴν τῶν μέτρων. Ὁ ἀνταποκριτὴς μας τηλεγραφεῖ ὅτι τὸ ζήτημα θὰ ἐξετασθῇ κατὰ τὴν προσεχῆ συνεδρίασιν, ὁπότε θὰ ληφθοῦν αἱ ὁριστικαὶ ἀποφάσεις. — [385, 541, 571, 619]
list-item: «ΑΙΓΑΙΟΝ» — [69, 1850, 144, 1867]
article-text: Κατὰ τὰς πληροφορίας ἐκ τῶν ἁρμοδίων κύκλων, ἡ κίνησις συνεχίζεται κανονικῶς καὶ αἱ ἀρχαὶ ἐπιβλέπουν τὴν ἐφαρμογὴν τῶν μέτρων. Ὁ ἀνταποκριτὴς μας τηλεγραφεῖ ὅτι τὸ ζήτημα θὰ ἐξετασθῇ κατὰ τὴν προσεχῆ συνεδρίασιν, ὁπότε θὰ ληφθοῦν αἱ ὁριστικαὶ ἀποφάσεις. — [1340, 1406, 1551, 1472]
table-cell — [161, 127, 186, 136]
table-cell — [161, 146, 186, 156]
table-row — [204, 252, 378, 262]
article-text: Κατὰ τὰς πληροφορίας ἐκ τῶν ἁρμοδίων κύκλων, ἡ κίνησις συνεχίζεται κανονικῶς καὶ αἱ ἀρχαὶ ἐπιβλέπουν τὴν ἐφαρμογὴν τῶν μέτρων. Ὁ ἀνταποκριτὴς μας τηλεγραφεῖ ὅτι τὸ ζήτημα θὰ ἐξετασθῇ κατὰ τὴν προσεχῆ συνεδρίασιν, ὁπότε θὰ ληφθοῦν αἱ ὁριστικαὶ ἀποφάσεις. — [765, 1043, 946, 1131]
table-row — [204, 341, 378, 351]
table-cell: 480 — [326, 261, 341, 271]
table-cell — [97, 243, 145, 252]
table-cell: 680 — [337, 135, 351, 145]
ship3-route: ΑΛΕΞΑΝΔΡΕΙΑΝ, ΛΕΜΕΣΟΝ, ΒΗΡΥΤΟΝ, ΠΟΡΤ ΣΑΙΔ — [89, 900, 308, 911]
horse-icon — [950, 29, 1115, 88]
kerkyra-headline: ΜΕΙΩΜΕΝΗ Η ΦΕΤΕΙΝΗ ΤΟΥΡΙΣΤΙΚΗ ΚΙΝΗΣΙΣ ΕΙΣ ΤΗΝ ΝΗΣΟΝ ΚΕΡΚΥΡΑΝ — [399, 32, 558, 76]
industries-table — [204, 193, 378, 351]
school-ad-sub: ΝΕΑ ΤΜΗΜΑΤΑ — [730, 2063, 793, 2074]
imports-headline: Η ΚΙΝΗΣΙΣ ΤΩΝ ΕΙΣΑΓΩΓΩΝ ΜΕΤΑ ΤΟΥΣ ΠΕΡΙΟΡΙΣΜΟΥΣ — [608, 932, 915, 945]
ship2-route: ΓΕΝΟΒΑΝ — ΜΑΣΣΑΛΙΑΝ — [143, 809, 254, 820]
article-text: Κατὰ τὰς πληροφορίας ἐκ τῶν ἁρμοδίων κύκλων, ἡ κίνησις συνεχίζεται κανονικῶς καὶ αἱ ἀρχαὶ ἐπιβλέπουν τὴν ἐφαρμογὴν τῶν μέτρων. Ὁ ἀνταποκριτὴς μας τηλεγραφεῖ ὅτι τὸ ζήτημα θὰ ἐξετασθῇ κατὰ τὴν προσεχῆ συνεδρίασιν, ὁπότε θὰ ληφθοῦν αἱ ὁριστικαὶ ἀποφάσεις. — [385, 761, 571, 838]
table-cell: 1887/89 — [22, 135, 50, 145]
exchange-title: ΤΟ ΧΡΗΜΑΤΙΣΤΗΡΙΟΝ — [89, 69, 308, 89]
article-text: Κατὰ τὰς πληροφορίας ἐκ τῶν ἁρμοδίων κύκλων, ἡ κίνησις συνεχίζεται κανονικῶς καὶ αἱ ἀρχαὶ ἐπιβλέπουν τὴν ἐφαρμογὴν τῶν μέτρων. Ὁ ἀνταποκριτὴς μας τηλεγραφεῖ ὅτι τὸ ζήτημα θὰ ἐξετασθῇ κατὰ τὴν προσεχῆ συνεδρίασιν, ὁπότε θὰ ληφθοῦν αἱ ὁριστικαὶ ἀποφάσεις. — [1121, 852, 1332, 918]
table-cell: Πυριτ. — [206, 310, 228, 320]
article-text: Κατὰ τὰς πληροφορίας ἐκ τῶν ἁρμοδίων κύκλων, ἡ κίνησις συνεχίζεται κανονικῶς καὶ αἱ ἀρχαὶ ἐπιβλέπουν τὴν ἐφαρμογὴν τῶν μέτρων. Ὁ ἀνταποκριτὴς μας τηλεγραφεῖ ὅτι τὸ ζήτημα θὰ ἐξετασθῇ κατὰ τὴν προσεχῆ συνεδρίασιν, ὁπότε θὰ ληφθοῦν αἱ ὁριστικαὶ ἀποφάσεις. — [1340, 234, 1551, 299]
list-item: «ΙΟΝΙΟΝ» — [72, 1227, 141, 1245]
table-cell: 141,00 — [167, 300, 191, 310]
article-text: Κατὰ τὰς πληροφορίας ἐκ τῶν ἁρμοδίων κύκλων, ἡ κίνησις συνεχίζεται κανονικῶς καὶ αἱ ἀρχαὶ ἐπιβλέπουν τὴν ἐφαρμογὴν τῶν μέτρων. Ὁ ἀνταποκριτὴς μας τηλεγραφεῖ ὅτι τὸ ζήτημα θὰ ἐξετασθῇ κατὰ τὴν προσεχῆ συνεδρίασιν, ὁπότε θὰ ληφθοῦν αἱ ὁριστικαὶ ἀποφάσεις. — [765, 827, 946, 914]
gerol-brand: Gerol — [1342, 1724, 1549, 1740]
banknote-photo — [577, 33, 946, 328]
bakers-headline: ΟΙ ΑΡΤΟΠΟΙΟΙ ΖΗΤΟΥΝ ΧΑΜΗΛΟΤΕΡΟΝ ΠΟΣΟΣΤΟΝ ΑΠΟΔΟΣΕΩΣ ΤΟΥ ΣΙΤΟΥ, ΑΝΑΓΝΩΡΙΣΙΝ ΤΗΣ ΦΥΡΑΣ ΚΑΙ ΚΑΘΟΡΙΣΜΟΝ ΝΟΜΙΜΟΥ ΠΟΣΟΣΤΟΥ ΚΕΡΔΟΥΣ — [1127, 189, 1545, 230]
article-text: Κατὰ τὰς πληροφορίας ἐκ τῶν ἁρμοδίων κύκλων, ἡ κίνησις συνεχίζεται κανονικῶς καὶ αἱ ἀρχαὶ ἐπιβλέπουν τὴν ἐφαρμογὴν τῶν μέτρων. Ὁ ἀνταποκριτὴς μας τηλεγραφεῖ ὅτι τὸ ζήτημα θὰ ἐξετασθῇ κατὰ τὴν προσεχῆ συνεδρίασιν, ὁπότε θὰ ληφθοῦν αἱ ὁριστικαὶ ἀποφάσεις. — [577, 949, 758, 1037]
strasbourg-headline: ΕΞΗΤΑΣΘΗΣΑΝ ΕΙΣ ΣΤΡΑΣΒΟΥΡΓΟΝ ΘΕΜΑΤΑ ΤΩΝ ΣΧΕΣΕΩΝ ΑΝΑΤΟΛΗΣ ΚΑΙ ΔΥΣΕΩΣ ΥΠΟ ΤΩΝ 14 ΥΠΟΥΡΓΩΝ ΤΩΝ ΕΞΩΤΕΡΙΚΩΝ — [577, 403, 946, 485]
table-cell — [370, 136, 379, 146]
article-text: Κατὰ τὰς πληροφορίας ἐκ τῶν ἁρμοδίων κύκλων, ἡ κίνησις συνεχίζεται κανονικῶς καὶ αἱ ἀρχαὶ ἐπιβλέπουν τὴν ἐφαρμογὴν τῶν μέτρων. Ὁ ἀνταποκριτὴς μας τηλεγραφεῖ ὅτι τὸ ζήτημα θὰ ἐξετασθῇ κατὰ τὴν προσεχῆ συνεδρίασιν, ὁπότε θὰ ληφθοῦν αἱ ὁριστικαὶ ἀποφάσεις. — [1121, 671, 1332, 736]
article-text: Κατὰ τὰς πληροφορίας ἐκ τῶν ἁρμοδίων κύκλων, ἡ κίνησις συνεχίζεται κανονικῶς καὶ αἱ ἀρχαὶ ἐπιβλέπουν τὴν ἐφαρμογὴν τῶν μέτρων. Ὁ ἀνταποκριτὴς μας τηλεγραφεῖ ὅτι τὸ ζήτημα θὰ ἐξετασθῇ κατὰ τὴν προσεχῆ συνεδρίασιν, ὁπότε θὰ ληφθοῦν αἱ ὁριστικαὶ ἀποφάσεις. — [577, 1272, 758, 1361]
market-text-2: Κατὰ τὰς πληροφορίας ἐκ τῶν ἁρμοδίων κύκλων, ἡ κίνησις συνεχίζεται κανονικῶς καὶ αἱ ἀρχαὶ ἐπιβλέπουν τὴν ἐφαρμογὴν τῶν μέτρων. Ὁ ἀνταποκριτὴς μας τηλεγραφεῖ ὅτι τὸ ζήτημα θὰ ἐξετασθῇ κατὰ τὴν προσεχῆ συνεδρίασιν, ὁπότε θὰ ληφθοῦν αἱ ὁριστικαὶ ἀποφάσεις. — [201, 372, 378, 460]
table-cell: 1,25 — [176, 310, 191, 320]
table-row — [204, 166, 378, 176]
article-text: Κατὰ τὰς πληροφορίας ἐκ τῶν ἁρμοδίων κύκλων, ἡ κίνησις συνεχίζεται κανονικῶς καὶ αἱ ἀρχαὶ ἐπιβλέπουν τὴν ἐφαρμογὴν τῶν μέτρων. Ὁ ἀνταποκριτὴς μας τηλεγραφεῖ ὅτι τὸ ζήτημα θὰ ἐξετασθῇ κατὰ τὴν προσεχῆ συνεδρίασιν, ὁπότε θὰ ληφθοῦν αἱ ὁριστικαὶ ἀποφάσεις. — [385, 958, 571, 1035]
table-row — [20, 156, 193, 166]
ship1-name: Α)π «ΚΩΣΤΑΚΗΣ ΤΟΓΙΑΣ» — [82, 604, 315, 665]
crete-headline: ΤΟ 1)3 ΣΧΕΔΟΝ ΤΩΝ ΚΑΤΟΙΚΩΝ ΤΗΣ ΚΡΗΤΗΣ ΕΙΝΑΙ ΑΠΟΡΟΙ — [1171, 1007, 1501, 1020]
table-row — [204, 331, 378, 341]
elmes-left-route: Διὰ ΓΕΝΟΒΑΝ-ΜΑΣΣΑΛΙΑΝ — [56, 1022, 168, 1033]
article-text: Κατὰ τὰς πληροφορίας ἐκ τῶν ἁρμοδίων κύκλων, ἡ κίνησις συνεχίζεται κανονικῶς καὶ αἱ ἀρχαὶ ἐπιβλέπουν τὴν ἐφαρμογὴν τῶν μέτρων. Ὁ ἀνταποκριτὴς μας τηλεγραφεῖ ὅτι τὸ ζήτημα θὰ ἐξετασθῇ κατὰ τὴν προσεχῆ συνεδρίασιν, ὁπότε θὰ ληφθοῦν αἱ ὁριστικαὶ ἀποφάσεις. — [1121, 1690, 1332, 1756]
table-cell: Τσιμέντα — [206, 271, 237, 281]
pensioners-headline: Η ΕΚΘΕΣΙΣ ΣΥΝΤΑΞΙΟΥΧΩΝ ΕΚ ΔΙΑ ΤΑΣ ΑΝΑΚΡΙΣΕΙΣ ΚΑΤΑ ΤΗΝ ΚΑΤΑΤΑΞΙΝ — [1356, 1310, 1536, 1329]
table-cell: Ἐλληνικ. — [206, 222, 237, 232]
table-cell: Κλωστ. — [206, 330, 232, 340]
kerkyra-sub: —ΝΑ ΑΝΟΙΧΘΗ ΤΟ ΒΟΡΕΙΟΝ ΣΤΕΝΟΝ ΔΙΑ ΝΑΥΣΙΠΛΟΪΑΝ — [399, 80, 558, 98]
article-text: Κατὰ τὰς πληροφορίας ἐκ τῶν ἁρμοδίων κύκλων, ἡ κίνησις συνεχίζεται κανονικῶς καὶ αἱ ἀρχαὶ ἐπιβλέπουν τὴν ἐφαρμογὴν τῶν μέτρων. Ὁ ἀνταποκριτὴς μας τηλεγραφεῖ ὅτι τὸ ζήτημα θὰ ἐξετασθῇ κατὰ τὴν προσεχῆ συνεδρίασιν, ὁπότε θὰ ληφθοῦν αἱ ὁριστικαὶ ἀποφάσεις. — [1121, 107, 1332, 173]
article-text: Κατὰ τὰς πληροφορίας ἐκ τῶν ἁρμοδίων κύκλων, ἡ κίνησις συνεχίζεται κανονικῶς καὶ αἱ ἀρχαὶ ἐπιβλέπουν τὴν ἐφαρμογὴν τῶν μέτρων. Ὁ ἀνταποκριτὴς μας τηλεγραφεῖ ὅτι τὸ ζήτημα θὰ ἐξετασθῇ κατὰ τὴν προσεχῆ συνεδρίασιν, ὁπότε θὰ ληφθοῦν αἱ ὁριστικαὶ ἀποφάσεις. — [950, 968, 1115, 1067]
article-text: Κατὰ τὰς πληροφορίας ἐκ τῶν ἁρμοδίων κύκλων, ἡ κίνησις συνεχίζεται κανονικῶς καὶ αἱ ἀρχαὶ ἐπιβλέπουν τὴν ἐφαρμογὴν τῶν μέτρων. Ὁ ἀνταποκριτὴς μας τηλεγραφεῖ ὅτι τὸ ζήτημα θὰ ἐξετασθῇ κατὰ τὴν προσεχῆ συνεδρίασιν, ὁπότε θὰ ληφθοῦν αἱ ὁριστικαὶ ἀποφάσεις. — [765, 1707, 946, 1795]
article-text: Κατὰ τὰς πληροφορίας ἐκ τῶν ἁρμοδίων κύκλων, ἡ κίνησις συνεχίζεται κανονικῶς καὶ αἱ ἀρχαὶ ἐπιβλέπουν τὴν ἐφαρμογὴν τῶν μέτρων. Ὁ ἀνταποκριτὴς μας τηλεγραφεῖ ὅτι τὸ ζήτημα θὰ ἐξετασθῇ κατὰ τὴν προσεχῆ συνεδρίασιν, ὁπότε θὰ ληφθοῦν αἱ ὁριστικαὶ ἀποφάσεις. — [950, 1192, 1115, 1291]
table-cell: 6,20 — [176, 271, 191, 281]
table-cell: Ἐλαία — [206, 232, 228, 242]
ship3-date: ΤΕΤΑΡΤΗΝ 6 ΙΟΥΛΙΟΥ καὶ ὥραν 12ην μεσημβρ. διὰ — [96, 887, 301, 897]
table-cell — [342, 311, 378, 321]
list-item: Μ/Σ. «ΔΕΣΠΟΙΝΑ» — [228, 1885, 354, 1903]
table-cell: 130 — [178, 291, 191, 300]
article-text: Κατὰ τὰς πληροφορίας ἐκ τῶν ἁρμοδίων κύκλων, ἡ κίνησις συνεχίζεται κανονικῶς καὶ αἱ ἀρχαὶ ἐπιβλέπουν τὴν ἐφαρμογὴν τῶν μέτρων. Ὁ ἀνταποκριτὴς μας τηλεγραφεῖ ὅτι τὸ ζήτημα θὰ ἐξετασθῇ κατὰ τὴν προσεχῆ συνεδρίασιν, ὁπότε θὰ ληφθοῦν αἱ ὁριστικαὶ ἀποφάσεις. — [385, 1155, 571, 1231]
article-text: Κατὰ τὰς πληροφορίας ἐκ τῶν ἁρμοδίων κύκλων, ἡ κίνησις συνεχίζεται κανονικῶς καὶ αἱ ἀρχαὶ ἐπιβλέπουν τὴν ἐφαρμογὴν τῶν μέτρων. Ὁ ἀνταποκριτὴς μας τηλεγραφεῖ ὅτι τὸ ζήτημα θὰ ἐξετασθῇ κατὰ τὴν προσεχῆ συνεδρίασιν, ὁπότε θὰ ληφθοῦν αἱ ὁριστικαὶ ἀποφάσεις. — [385, 350, 571, 426]
table-cell: 85 — [135, 222, 143, 232]
table-row — [20, 243, 193, 252]
table-cell — [342, 262, 378, 272]
thor-features — [954, 1726, 1111, 1836]
article-text: Κατὰ τὰς πληροφορίας ἐκ τῶν ἁρμοδίων κύκλων, ἡ κίνησις συνεχίζεται κανονικῶς καὶ αἱ ἀρχαὶ ἐπιβλέπουν τὴν ἐφαρμογὴν τῶν μέτρων. Ὁ ἀνταποκριτὴς μας τηλεγραφεῖ ὅτι τὸ ζήτημα θὰ ἐξετασθῇ κατὰ τὴν προσεχῆ συνεδρίασιν, ὁπότε θὰ ληφθοῦν αἱ ὁριστικαὶ ἀποφάσεις. — [385, 184, 571, 260]
dividend-text: Κατὰ τὰς πληροφορίας ἐκ τῶν ἁρμοδίων κύκλων, ἡ κίνησις συνεχίζεται κανονικῶς καὶ αἱ ἀρχαὶ ἐπιβλέπουν τὴν ἐφαρμογὴν τῶν μέτρων. Ὁ ἀνταποκριτὴς μας τηλεγραφεῖ ὅτι τὸ ζήτημα θὰ ἐξετασθῇ κατὰ τὴν προσεχῆ συνεδρίασιν, ὁπότε θὰ ληφθοῦν αἱ ὁριστικαὶ ἀποφάσεις. — [20, 483, 378, 527]
table-cell — [342, 331, 378, 341]
school-ad-title: ΣΧΟΛΗΣ ΕΜΠΟΡΟΠΛΟΙΑΡΧΩΝ — [613, 2038, 910, 2061]
list-item: Α)Π «ΚΑΡΑΙΣΚΑΚΗΣ» — [215, 1676, 367, 1694]
ship1-route: Κάθε ΠΑΡΑΣΚΕΥΗΝ 2 μ.μ. διὰ ΣΥΡΟΝ — ΤΗΝΟΝ—ΜΥΚΟΝΟΝ — ΡΕΘΕΜΝΟΝ — ΕΥΔΗΛΟΝ — ΑΓ. ΚΗΡΥΚΟΝ — ΚΑΡΛΟΒΑΣΙ — ΒΑΘΥ — [33, 668, 364, 690]
column-races — [950, 29, 1115, 2317]
russian-headline: ΤΟ ΡΩΣΙΚΟΝ ΑΙΝΙΓΜΑ — [577, 1567, 946, 1596]
table-cell: 124,00 — [119, 291, 143, 300]
table-row — [204, 146, 378, 156]
table-cell: 210 — [326, 281, 341, 291]
article-text: Κατὰ τὰς πληροφορίας ἐκ τῶν ἁρμοδίων κύκλων, ἡ κίνησις συνεχίζεται κανονικῶς καὶ αἱ ἀρχαὶ ἐπιβλέπουν τὴν ἐφαρμογὴν τῶν μέτρων. Ὁ ἀνταποκριτὴς μας τηλεγραφεῖ ὅτι τὸ ζήτημα θὰ ἐξετασθῇ κατὰ τὴν προσεχῆ συνεδρίασιν, ὁπότε θὰ ληφθοῦν αἱ ὁριστικαὶ ἀποφάσεις. — [20, 1756, 193, 1843]
table-cell — [352, 156, 370, 166]
jockey-illustration — [950, 29, 1115, 88]
table-row — [20, 146, 193, 156]
table-cell — [186, 156, 193, 166]
article-text: Κατὰ τὰς πληροφορίας ἐκ τῶν ἁρμοδίων κύκλων, ἡ κίνησις συνεχίζεται κανονικῶς καὶ αἱ ἀρχαὶ ἐπιβλέπουν τὴν ἐφαρμογὴν τῶν μέτρων. Ὁ ἀνταποκριτὴς μας τηλεγραφεῖ ὅτι τὸ ζήτημα θὰ ἐξετασθῇ κατὰ τὴν προσεχῆ συνεδρίασιν, ὁπότε θὰ ληφθοῦν αἱ ὁριστικαὶ ἀποφάσεις. — [1121, 234, 1332, 299]
table-row — [20, 223, 193, 233]
thor-tel1: ΤΗΛ. 25.889 — [1067, 1890, 1111, 1900]
article-text: Κατὰ τὰς πληροφορίας ἐκ τῶν ἁρμοδίων κύκλων, ἡ κίνησις συνεχίζεται κανονικῶς καὶ αἱ ἀρχαὶ ἐπιβλέπουν τὴν ἐφαρμογὴν τῶν μέτρων. Ὁ ἀνταποκριτὴς μας τηλεγραφεῖ ὅτι τὸ ζήτημα θὰ ἐξετασθῇ κατὰ τὴν προσεχῆ συνεδρίασιν, ὁπότε θὰ ληφθοῦν αἱ ὁριστικαὶ ἀποφάσεις. — [1340, 1024, 1551, 1090]
table-row — [204, 272, 378, 282]
larisa-sub: ΑΠΟΦΑΣΕΙΣ ΤΟΥ ΔΗΜΟΥ ΛΑΡΙΣΗΣ — [1255, 92, 1418, 104]
article-text: Κατὰ τὰς πληροφορίας ἐκ τῶν ἁρμοδίων κύκλων, ἡ κίνησις συνεχίζεται κανονικῶς καὶ αἱ ἀρχαὶ ἐπιβλέπουν τὴν ἐφαρμογὴν τῶν μέτρων. Ὁ ἀνταποκριτὴς μας τηλεγραφεῖ ὅτι τὸ ζήτημα θὰ ἐξετασθῇ κατὰ τὴν προσεχῆ συνεδρίασιν, ὁπότε θὰ ληφθοῦν αἱ ὁριστικαὶ ἀποφάσεις. — [577, 693, 758, 781]
table-cell — [186, 195, 193, 205]
section-title: Οἰκονομικὴ ζωή — [75, 31, 323, 66]
article-text: Κατὰ τὰς πληροφορίας ἐκ τῶν ἁρμοδίων κύκλων, ἡ κίνησις συνεχίζεται κανονικῶς καὶ αἱ ἀρχαὶ ἐπιβλέπουν τὴν ἐφαρμογὴν τῶν μέτρων. Ὁ ἀνταποκριτὴς μας τηλεγραφεῖ ὅτι τὸ ζήτημα θὰ ἐξετασθῇ κατὰ τὴν προσεχῆ συνεδρίασιν, ὁπότε θὰ ληφθοῦν αἱ ὁριστικαὶ ἀποφάσεις. — [1340, 742, 1551, 808]
africa-sub: ΣΥΝΕΧΕΙΑ ΕΚ ΤΗΣ 1ης ΣΕΛΙΔΟΣ — [700, 1166, 823, 1176]
table-cell: Ἀθηνῶν — [206, 155, 235, 165]
table-cell: 120 — [146, 155, 160, 165]
table-cell — [342, 243, 378, 252]
table-row — [20, 282, 193, 292]
article-text: Κατὰ τὰς πληροφορίας ἐκ τῶν ἁρμοδίων κύκλων, ἡ κίνησις συνεχίζεται κανονικῶς καὶ αἱ ἀρχαὶ ἐπιβλέπουν τὴν ἐφαρμογὴν τῶν μέτρων. Ὁ ἀνταποκριτὴς μας τηλεγραφεῖ ὅτι τὸ ζήτημα θὰ ἐξετασθῇ κατὰ τὴν προσεχῆ συνεδρίασιν, ὁπότε θὰ ληφθοῦν αἱ ὁριστικαὶ ἀποφάσεις. — [577, 1895, 758, 1982]
table-cell — [342, 203, 378, 213]
table-row — [20, 262, 193, 272]
table-row — [204, 233, 378, 243]
table-cell — [186, 136, 193, 146]
thor-title: Η ΚΑΛΛΙΤΕΡΑ ΗΛΕΚΤΡΙΚΑ ΠΛΥΝΤΗΡΙΑ — [970, 1372, 1096, 1394]
table-cell: Ὕφανσ. — [206, 320, 236, 330]
table-cell — [97, 311, 145, 321]
article-text: Κατὰ τὰς πληροφορίας ἐκ τῶν ἁρμοδίων κύκλων, ἡ κίνησις συνεχίζεται κανονικῶς καὶ αἱ ἀρχαὶ ἐπιβλέπουν τὴν ἐφαρμογὴν τῶν μέτρων. Ὁ ἀνταποκριτὴς μας τηλεγραφεῖ ὅτι τὸ ζήτημα θὰ ἐξετασθῇ κατὰ τὴν προσεχῆ συνεδρίασιν, ὁπότε θὰ ληφθοῦν αἱ ὁριστικαὶ ἀποφάσεις. — [1340, 107, 1551, 173]
table-cell: 234 — [337, 145, 351, 155]
table-cell: Ἀσφάλ. Ἐθν. — [206, 165, 251, 175]
gendarmerie-headline: ΔΗΜΟΣΙΕΥΟΝΤΑΙ ΤΑ ΟΝΟΜΑΤΑ ΤΩΝ ΑΠΟΣΤΡΑΤΕΥΟΜΕΝΩΝ ΚΑΙ ΠΡΟΑΓΟΜΕΝΩΝ ΑΞΙΩΜΑΤΙΚΩΝ ΤΗΣ ΧΩΡΟΦΥΛΑΚΗΣ — [1163, 388, 1510, 412]
strike-headline: ΤΑ ΠΛΗΡΩΜΑΤΑ ΤΩΝ ΜΙΚΡΩΝ ΦΟΡΤΗΓΩΝ ΣΚΑΦΩΝ ΚΑΤΕΡΧΟΝΤΑΙ ΑΥΡΙΟΝ ΕΙΣ ΑΠΕΡΓΙΑΝ ΔΙΑΡΚΕΙΑΣ — [578, 797, 945, 822]
table-cell: 1230 — [322, 202, 341, 212]
union-headline: ΕΙΣ ΤΟ ΔΗΜΟΚΡΑΤΙΚΟΝ ΣΥΝΔΙΚΑΛΙΣΤΙΚΟΝ ΧΩΡΙΣΜΑ — [1129, 1664, 1325, 1685]
table-cell — [161, 186, 186, 195]
article-text: Κατὰ τὰς πληροφορίας ἐκ τῶν ἁρμοδίων κύκλων, ἡ κίνησις συνεχίζεται κανονικῶς καὶ αἱ ἀρχαὶ ἐπιβλέπουν τὴν ἐφαρμογὴν τῶν μέτρων. Ὁ ἀνταποκριτὴς μας τηλεγραφεῖ ὅτι τὸ ζήτημα θὰ ἐξετασθῇ κατὰ τὴν προσεχῆ συνεδρίασιν, ὁπότε θὰ ληφθοῦν αἱ ὁριστικαὶ ἀποφάσεις. — [950, 510, 1115, 609]
table-cell: 1954 ΑΕΓ — [22, 281, 56, 291]
table-cell: Ἀγελάδες — [206, 212, 240, 222]
table-cell — [145, 282, 193, 292]
table-cell: 1954 ΕΓ — [22, 300, 51, 310]
article-text: Κατὰ τὰς πληροφορίας ἐκ τῶν ἁρμοδίων κύκλων, ἡ κίνησις συνεχίζεται κανονικῶς καὶ αἱ ἀρχαὶ ἐπιβλέπουν τὴν ἐφαρμογὴν τῶν μέτρων. Ὁ ἀνταποκριτὴς μας τηλεγραφεῖ ὅτι τὸ ζήτημα θὰ ἐξετασθῇ κατὰ τὴν προσεχῆ συνεδρίασιν, ὁπότε θὰ ληφθοῦν αἱ ὁριστικαὶ ἀποφάσεις. — [1121, 1594, 1332, 1659]
lines-title: ΑΤΜΟΠΛΟΙΑ ΑΔΕΛΦΩΝ ΤΥΠΑΛΔΟΥ — [38, 1200, 175, 1210]
ship4-name: Α)π «ΚΩΣΤΑΚΗΣ ΤΟΓΙΑΣ» — [82, 1098, 315, 1159]
table-cell: 153 — [146, 145, 160, 155]
photo-caption: ΤΑ ΝΕΑ ΧΑΡΤΟΝΟΜΙΣΜΑΤΑ ΤΩΝ 50 ΔΡΑΧ. — [651, 332, 872, 344]
article-text: Κατὰ τὰς πληροφορίας ἐκ τῶν ἁρμοδίων κύκλων, ἡ κίνησις συνεχίζεται κανονικῶς καὶ αἱ ἀρχαὶ ἐπιβλέπουν τὴν ἐφαρμογὴν τῶν μέτρων. Ὁ ἀνταποκριτὴς μας τηλεγραφεῖ ὅτι τὸ ζήτημα θὰ ἐξετασθῇ κατὰ τὴν προσεχῆ συνεδρίασιν, ὁπότε θὰ ληφθοῦν αἱ ὁριστικαὶ ἀποφάσεις. — [20, 1963, 193, 2051]
table-cell: 205 — [146, 175, 160, 185]
table-cell: 415 — [326, 330, 341, 340]
table-cell — [352, 166, 370, 176]
currant-headline: ΑΙ ΕΞΑΓΩΓΑΙ ΚΟΡΙΝΘΙΑΚΗΣ ΣΤΑΦΙΔΟΣ ΕΚ ΠΑΤΡΩΝ — [1131, 1310, 1323, 1329]
banknote-text: ΔΡΑΧΜΑΙ ΠΕΝΤΗΚΟΝΤΑ — [692, 289, 831, 302]
table-row — [204, 292, 378, 301]
table-row — [204, 321, 378, 331]
article-text: Κατὰ τὰς πληροφορίας ἐκ τῶν ἁρμοδίων κύκλων, ἡ κίνησις συνεχίζεται κανονικῶς καὶ αἱ ἀρχαὶ ἐπιβλέπουν τὴν ἐφαρμογὴν τῶν μέτρων. Ὁ ἀνταποκριτὴς μας τηλεγραφεῖ ὅτι τὸ ζήτημα θὰ ἐξετασθῇ κατὰ τὴν προσεχῆ συνεδρίασιν, ὁπότε θὰ ληφθοῦν αἱ ὁριστικαὶ ἀποφάσεις. — [385, 1466, 571, 1543]
list-item: «ΑΓΓΕΛΙΚΑ» — [61, 2057, 152, 2075]
article-text: Κατὰ τὰς πληροφορίας ἐκ τῶν ἁρμοδίων κύκλων, ἡ κίνησις συνεχίζεται κανονικῶς καὶ αἱ ἀρχαὶ ἐπιβλέπουν τὴν ἐφαρμογὴν τῶν μέτρων. Ὁ ἀνταποκριτὴς μας τηλεγραφεῖ ὅτι τὸ ζήτημα θὰ ἐξετασθῇ κατὰ τὴν προσεχῆ συνεδρίασιν, ὁπότε θὰ ληφθοῦν αἱ ὁριστικαὶ ἀποφάσεις. — [765, 1461, 946, 1548]
caption-text: Κατὰ τὰς πληροφορίας ἐκ τῶν ἁρμοδίων κύκλων, ἡ κίνησις συνεχίζεται κανονικῶς καὶ αἱ ἀρχαὶ ἐπιβλέπουν τὴν ἐφαρμογὴν τῶν μέτρων. Ὁ ἀνταποκριτὴς μας τηλεγραφεῖ ὅτι τὸ ζήτημα θὰ ἐξετασθῇ κατὰ τὴν προσεχῆ συνεδρίασιν, ὁπότε θὰ ληφθοῦν αἱ ὁριστικαὶ ἀποφάσεις. — [577, 348, 946, 391]
banks-title: ΤΡΑΠΕΖΑΙ — [271, 113, 311, 123]
article-text: Κατὰ τὰς πληροφορίας ἐκ τῶν ἁρμοδίων κύκλων, ἡ κίνησις συνεχίζεται κανονικῶς καὶ αἱ ἀρχαὶ ἐπιβλέπουν τὴν ἐφαρμογὴν τῶν μέτρων. Ὁ ἀνταποκριτὴς μας τηλεγραφεῖ ὅτι τὸ ζήτημα θὰ ἐξετασθῇ κατὰ τὴν προσεχῆ συνεδρίασιν, ὁπότε θὰ ληφθοῦν αἱ ὁριστικαὶ ἀποφάσεις. — [204, 1791, 378, 1878]
article-text: Κατὰ τὰς πληροφορίας ἐκ τῶν ἁρμοδίων κύκλων, ἡ κίνησις συνεχίζεται κανονικῶς καὶ αἱ ἀρχαὶ ἐπιβλέπουν τὴν ἐφαρμογὴν τῶν μέτρων. Ὁ ἀνταποκριτὴς μας τηλεγραφεῖ ὅτι τὸ ζήτημα θὰ ἐξετασθῇ κατὰ τὴν προσεχῆ συνεδρίασιν, ὁπότε θὰ ληφθοῦν αἱ ὁριστικαὶ ἀποφάσεις. — [20, 1661, 193, 1750]
